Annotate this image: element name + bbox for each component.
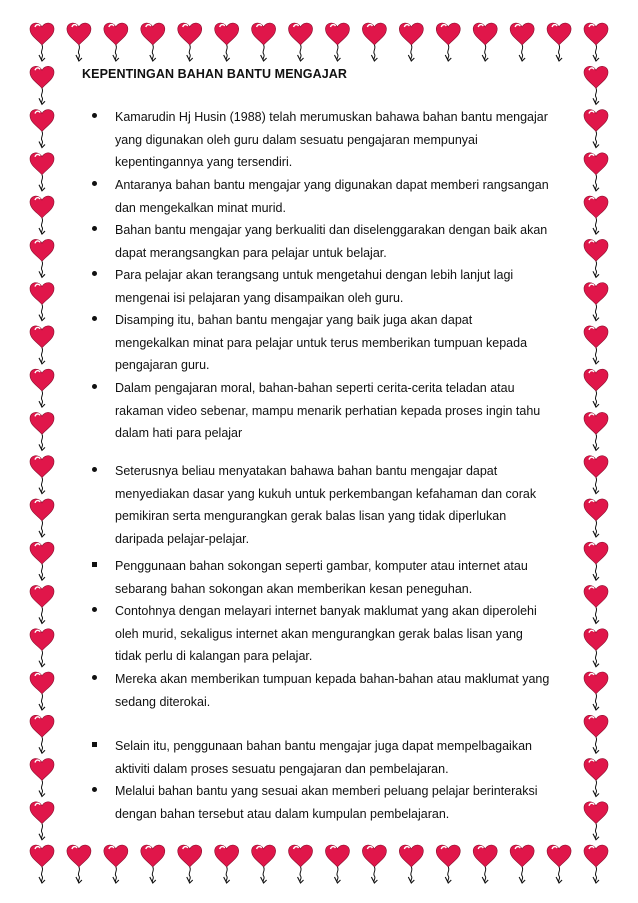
square-bullet-icon: [92, 742, 97, 747]
bullet-text: Antaranya bahan bantu mengajar yang digunakan dapat memberi rangsangan dan mengekalkan minat murid.: [115, 178, 549, 215]
bullet-text: Melalui bahan bantu yang sesuai akan memberi peluang pelajar berinteraksi dengan bahan tersebut atau dalam kumpulan pembelajaran.: [115, 784, 538, 821]
heart-balloon-icon: [584, 239, 608, 277]
bullet-text: Bahan bantu mengajar yang berkualiti dan diselenggarakan dengan baik akan dapat merangsangkan para pelajar untuk belajar.: [115, 223, 548, 260]
heart-balloon-icon: [584, 66, 608, 104]
heart-balloon-icon: [399, 23, 423, 61]
heart-balloon-icon: [584, 759, 608, 797]
heart-balloon-icon: [67, 845, 91, 883]
heart-balloon-icon: [547, 23, 571, 61]
heart-balloon-icon: [30, 153, 54, 191]
heart-balloon-icon: [362, 23, 386, 61]
heart-balloon-icon: [584, 542, 608, 580]
heart-balloon-icon: [30, 66, 54, 104]
heart-balloon-icon: [584, 499, 608, 537]
heart-balloon-icon: [30, 629, 54, 667]
heart-balloon-icon: [584, 110, 608, 148]
heart-balloon-icon: [30, 542, 54, 580]
heart-balloon-icon: [510, 845, 534, 883]
bullet-dot-icon: [92, 384, 97, 389]
heart-balloon-icon: [325, 23, 349, 61]
heart-balloon-icon: [584, 23, 608, 61]
heart-balloon-icon: [30, 802, 54, 840]
bullet-text: Seterusnya beliau menyatakan bahawa bahan bantu mengajar dapat menyediakan dasar yang kukuh untuk perkembangan kefahaman dan corak pemikiran serta mengurangkan gerak balas lisan yang tidak diperlukan daripada pelajar-pelajar.: [115, 464, 537, 546]
bullet-text: Kamarudin Hj Husin (1988) telah merumuskan bahawa bahan bantu mengajar yang digunakan oleh guru dalam sesuatu pengajaran mempunyai kepentingannya yang tersendiri.: [115, 110, 548, 169]
square-bullet-icon: [92, 562, 97, 567]
bullet-dot-icon: [92, 316, 97, 321]
heart-balloon-icon: [30, 585, 54, 623]
heart-balloon-icon: [584, 153, 608, 191]
bullet-dot-icon: [92, 787, 97, 792]
heart-balloon-icon: [30, 845, 54, 883]
heart-balloon-icon: [30, 412, 54, 450]
heart-balloon-icon: [30, 672, 54, 710]
bullet-dot-icon: [92, 675, 97, 680]
heart-balloon-icon: [178, 845, 202, 883]
heart-balloon-icon: [584, 715, 608, 753]
heart-balloon-icon: [30, 326, 54, 364]
heart-balloon-icon: [30, 715, 54, 753]
heart-balloon-icon: [584, 412, 608, 450]
page-title: KEPENTINGAN BAHAN BANTU MENGAJAR: [82, 67, 348, 81]
heart-balloon-icon: [141, 23, 165, 61]
bullet-dot-icon: [92, 271, 97, 276]
heart-balloon-icon: [584, 283, 608, 321]
bullet-text: Mereka akan memberikan tumpuan kepada bahan-bahan atau maklumat yang sedang diterokai.: [115, 672, 550, 709]
heart-balloon-icon: [30, 499, 54, 537]
bullet-dot-icon: [92, 113, 97, 118]
heart-balloon-icon: [252, 845, 276, 883]
heart-balloon-icon: [30, 456, 54, 494]
heart-balloon-icon: [584, 629, 608, 667]
bullet-dot-icon: [92, 467, 97, 472]
heart-balloon-icon: [584, 802, 608, 840]
heart-balloon-icon: [473, 23, 497, 61]
heart-balloon-icon: [104, 845, 128, 883]
bullet-text: Penggunaan bahan sokongan seperti gambar, komputer atau internet atau sebarang bahan sokongan akan memberikan kesan peneguhan.: [115, 559, 528, 596]
heart-balloon-icon: [30, 23, 54, 61]
heart-balloon-icon: [584, 326, 608, 364]
heart-balloon-icon: [325, 845, 349, 883]
heart-balloon-icon: [584, 585, 608, 623]
bullet-text: Contohnya dengan melayari internet banyak maklumat yang akan diperolehi oleh murid, sekaligus internet akan mengurangkan gerak balas lisan yang tidak perlu di kalangan para pelajar.: [115, 604, 537, 663]
heart-balloon-icon: [67, 23, 91, 61]
heart-balloon-icon: [584, 672, 608, 710]
heart-balloon-icon: [473, 845, 497, 883]
heart-balloon-icon: [104, 23, 128, 61]
heart-balloon-icon: [30, 759, 54, 797]
bullet-text: Selain itu, penggunaan bahan bantu mengajar juga dapat mempelbagaikan aktiviti dalam proses sesuatu pengajaran dan pembelajaran.: [115, 739, 532, 776]
heart-balloon-icon: [252, 23, 276, 61]
bullet-dot-icon: [92, 226, 97, 231]
heart-balloon-icon: [178, 23, 202, 61]
bullet-text: Disamping itu, bahan bantu mengajar yang baik juga akan dapat mengekalkan minat para pelajar untuk terus memberikan tumpuan kepada pengajaran guru.: [115, 313, 528, 372]
bullet-dot-icon: [92, 181, 97, 186]
heart-balloon-icon: [289, 23, 313, 61]
heart-balloon-icon: [584, 369, 608, 407]
heart-balloon-icon: [30, 369, 54, 407]
heart-balloon-icon: [547, 845, 571, 883]
heart-balloon-icon: [30, 283, 54, 321]
heart-balloon-icon: [141, 845, 165, 883]
heart-balloon-icon: [215, 845, 239, 883]
heart-balloon-icon: [362, 845, 386, 883]
heart-balloon-icon: [584, 196, 608, 234]
heart-balloon-icon: [436, 23, 460, 61]
heart-balloon-icon: [510, 23, 534, 61]
bullet-text: Para pelajar akan terangsang untuk mengetahui dengan lebih lanjut lagi mengenai isi pelajaran yang disampaikan oleh guru.: [115, 268, 514, 305]
bullet-dot-icon: [92, 607, 97, 612]
heart-balloon-icon: [30, 196, 54, 234]
heart-balloon-icon: [436, 845, 460, 883]
heart-balloon-icon: [399, 845, 423, 883]
heart-balloon-icon: [30, 110, 54, 148]
heart-balloon-icon: [584, 456, 608, 494]
heart-balloon-icon: [584, 845, 608, 883]
heart-balloon-icon: [30, 239, 54, 277]
heart-balloon-icon: [215, 23, 239, 61]
heart-balloon-icon: [289, 845, 313, 883]
bullet-text: Dalam pengajaran moral, bahan-bahan seperti cerita-cerita teladan atau rakaman video sebenar, mampu menarik perhatian kepada proses ingin tahu dalam hati para pelajar: [115, 381, 541, 440]
